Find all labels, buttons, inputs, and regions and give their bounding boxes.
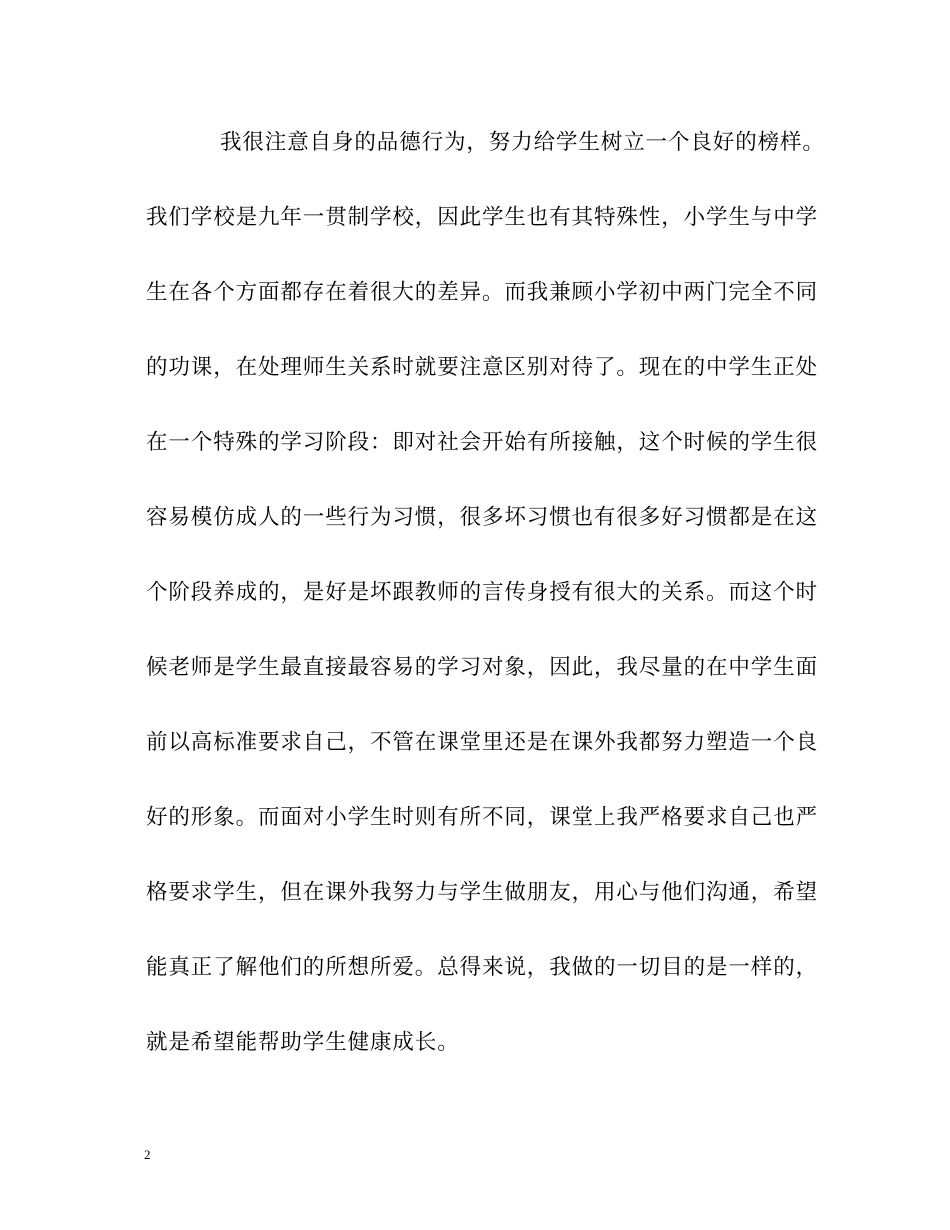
paragraph-line-8: 候老师是学生最直接最容易的学习对象，因此，我尽量的在中学生面 [146, 655, 819, 680]
paragraph-line-7: 个阶段养成的，是好是坏跟教师的言传身授有很大的关系。而这个时 [146, 580, 819, 605]
paragraph-line-1: 我很注意自身的品德行为，努力给学生树立一个良好的榜样。 [220, 130, 825, 155]
paragraph-line-4: 的功课，在处理师生关系时就要注意区别对待了。现在的中学生正处 [146, 355, 819, 380]
paragraph-line-11: 格要求学生，但在课外我努力与学生做朋友，用心与他们沟通，希望 [146, 880, 819, 905]
paragraph-line-9: 前以高标准要求自己，不管在课堂里还是在课外我都努力塑造一个良 [146, 730, 819, 755]
paragraph-line-10: 好的形象。而面对小学生时则有所不同，课堂上我严格要求自己也严 [146, 805, 819, 830]
paragraph-line-6: 容易模仿成人的一些行为习惯，很多坏习惯也有很多好习惯都是在这 [146, 505, 819, 530]
paragraph-line-13: 就是希望能帮助学生健康成长。 [146, 1030, 460, 1055]
page-number: 2 [144, 1147, 151, 1162]
paragraph-line-3: 生在各个方面都存在着很大的差异。而我兼顾小学初中两门完全不同 [146, 280, 819, 305]
paragraph-line-12: 能真正了解他们的所想所爱。总得来说，我做的一切目的是一样的， [146, 955, 819, 980]
paragraph-line-2: 我们学校是九年一贯制学校，因此学生也有其特殊性，小学生与中学 [146, 205, 819, 230]
paragraph-line-5: 在一个特殊的学习阶段：即对社会开始有所接触，这个时候的学生很 [146, 430, 819, 455]
